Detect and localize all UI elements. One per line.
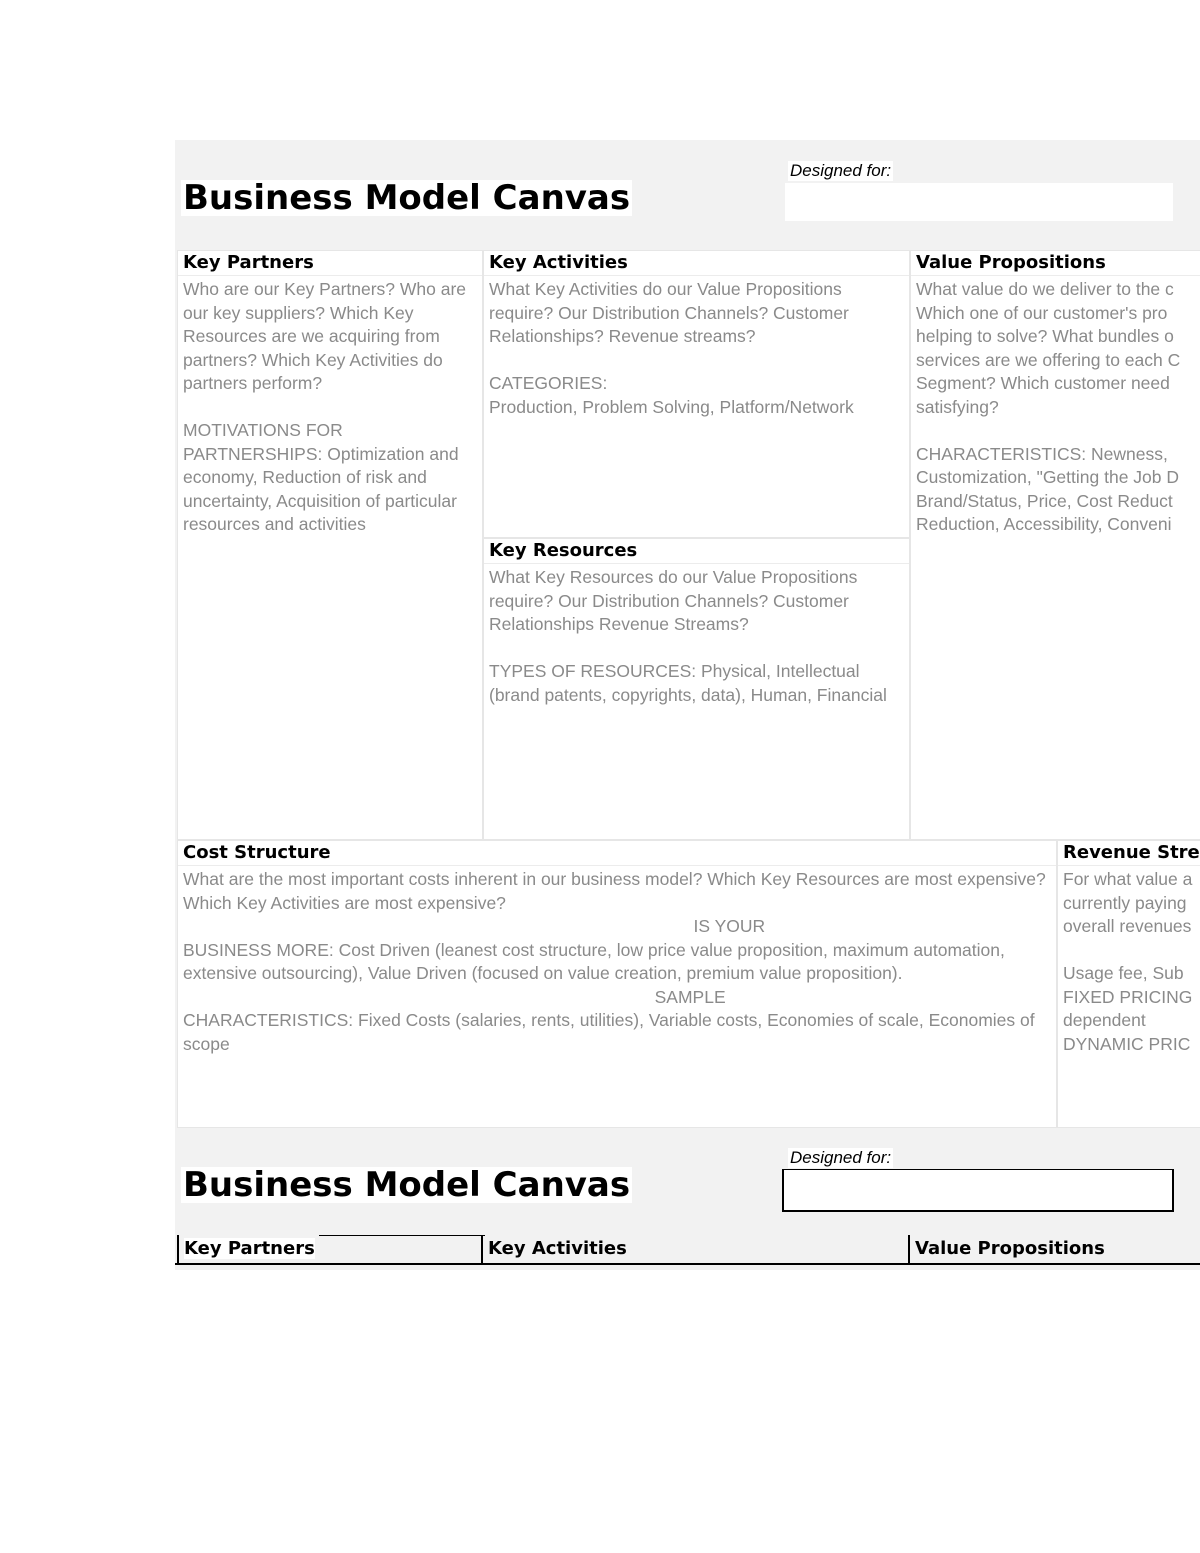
key-activities-panel — [483, 250, 910, 538]
key-partners-panel — [177, 250, 483, 840]
canvas-sheet — [175, 140, 1200, 1270]
canvas2-key-partners-heading — [177, 1235, 483, 1263]
page-title: Business Model Canvas — [183, 178, 631, 218]
key-activities-heading: Key Activities — [484, 251, 909, 276]
canvas2-header-row — [175, 1235, 1200, 1265]
cost-structure-heading: Cost Structure — [178, 841, 1056, 866]
key-partners-heading: Key Partners — [178, 251, 482, 276]
key-partners-text: Who are our Key Partners? Who are our key suppliers? Which Key Resources are we acquiring from partners? Which Key Activities do partners perform? MOTIVATIONS FOR PARTNERSHIPS: Optimization and economy, Reduction of risk and uncertainty, Acquisition of particular resources and activities — [183, 279, 467, 534]
canvas2-value-propositions-heading: Value Propositions — [915, 1238, 1105, 1259]
page-title-2: Business Model Canvas — [183, 1165, 631, 1205]
designed-for-label: Designed for: — [790, 161, 892, 180]
header-rule — [319, 1235, 485, 1236]
key-activities-text: What Key Activities do our Value Propositions require? Our Distribution Channels? Customer Relationships? Revenue streams? CATEGORIES: Production, Problem Solving, Platform/Network — [489, 279, 854, 417]
designed-for-field[interactable] — [785, 183, 1173, 221]
canvas2-key-partners-label: Key Partners — [184, 1238, 315, 1259]
canvas2-key-activities-heading: Key Activities — [483, 1235, 910, 1263]
cost-structure-text: What are the most important costs inherent in our business model? Which Key Resources are most expensive? Which Key Activities are most expensive? IS YOUR BUSINESS MORE: Cost Driven (leanest cost structure, low price value proposition, maximum automation, extensive outsourcing), Value Driven (focused on value creation, premium value proposition). SAMPLE CHARACTERISTICS: Fixed Costs (salaries, rents, utilities), Variable costs, Economies of scale, Economies of scope — [183, 869, 1046, 1054]
key-resources-heading: Key Resources — [484, 539, 909, 564]
key-resources-panel — [483, 538, 910, 840]
value-propositions-panel — [910, 250, 1200, 840]
revenue-streams-text: For what value a currently paying overall revenues Usage fee, Sub FIXED PRICING dependent DYNAMIC PRIC — [1063, 869, 1193, 1054]
value-propositions-text: What value do we deliver to the c Which one of our customer's pro helping to solve? What bundles o services are we offering to each C Segment? Which customer need satisfying? CHARACTERISTICS: Newness, Customization, "Getting the Job D Brand/Status, Price, Cost Reduct Reduction, Accessibility, Conveni — [916, 279, 1181, 534]
revenue-streams-heading: Revenue Stre — [1058, 841, 1200, 866]
designed-for-field-2[interactable] — [782, 1169, 1174, 1212]
revenue-streams-panel — [1057, 840, 1200, 1128]
value-propositions-heading: Value Propositions — [911, 251, 1200, 276]
cost-structure-panel — [177, 840, 1057, 1128]
designed-for-label-2: Designed for: — [790, 1148, 892, 1167]
key-resources-text: What Key Resources do our Value Propositions require? Our Distribution Channels? Customer Relationships Revenue Streams? TYPES OF RESOURCES: Physical, Intellectual (brand patents, copyrights, data), Human, Financial — [489, 567, 887, 705]
